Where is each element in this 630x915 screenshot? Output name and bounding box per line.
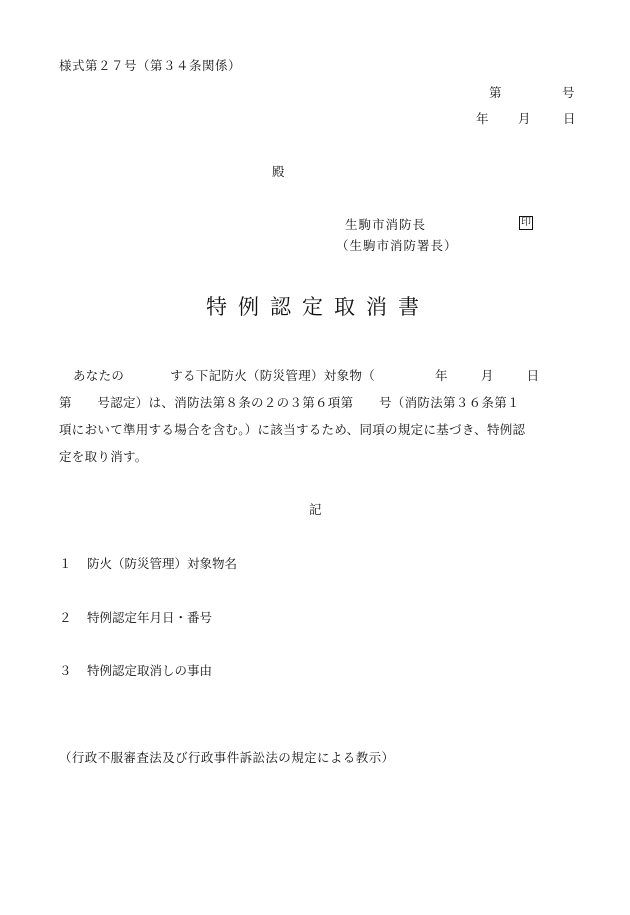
date-day-label: 日 [563,111,576,126]
item-label: 特例認定取消しの事由 [87,663,213,678]
date-month-label: 月 [518,111,531,126]
addressee-suffix: 殿 [272,164,285,179]
document-title: 特例認定取消書 [206,295,430,319]
item-3 [59,665,212,678]
seal-stamp: 印 [521,217,531,228]
body-line-1-hi: 日 [526,368,540,383]
body-line-3: 項において準用する場合を含む。）に該当するため、同項の規定に基づき、特例認 [59,422,526,437]
date-year-label: 年 [476,111,489,126]
doc-number-dai: 第 [489,85,502,100]
form-number: 様式第２７号（第３４条関係） [59,58,242,73]
issuer-alt: （生駒市消防署長） [336,238,458,253]
item-2 [59,612,212,625]
appeal-notice: （行政不服審査法及び行政事件訴訟法の規定による教示） [59,750,395,765]
body-line-4: 定を取り消す。 [59,449,148,464]
doc-number-go: 号 [562,85,575,100]
body-line-1-tsuki: 月 [480,368,494,383]
body-line-1 [59,370,539,383]
item-label: 特例認定年月日・番号 [87,610,213,625]
item-number: ２ [59,610,72,625]
item-number: ３ [59,663,72,678]
item-label: 防火（防災管理）対象物名 [87,556,238,571]
item-number: １ [59,556,72,571]
body-line-1-a: あなたの [73,368,125,383]
body-line-1-b: する下記防火（防災管理）対象物（ [170,368,376,383]
body-line-2: 第 号認定）は、消防法第８条の２の３第６項第 号（消防法第３６条第１ [59,395,520,410]
ki-heading: 記 [309,502,322,517]
item-1 [59,558,237,571]
issuer-name: 生駒市消防長 [345,217,427,232]
body-line-1-nen: 年 [435,368,448,383]
